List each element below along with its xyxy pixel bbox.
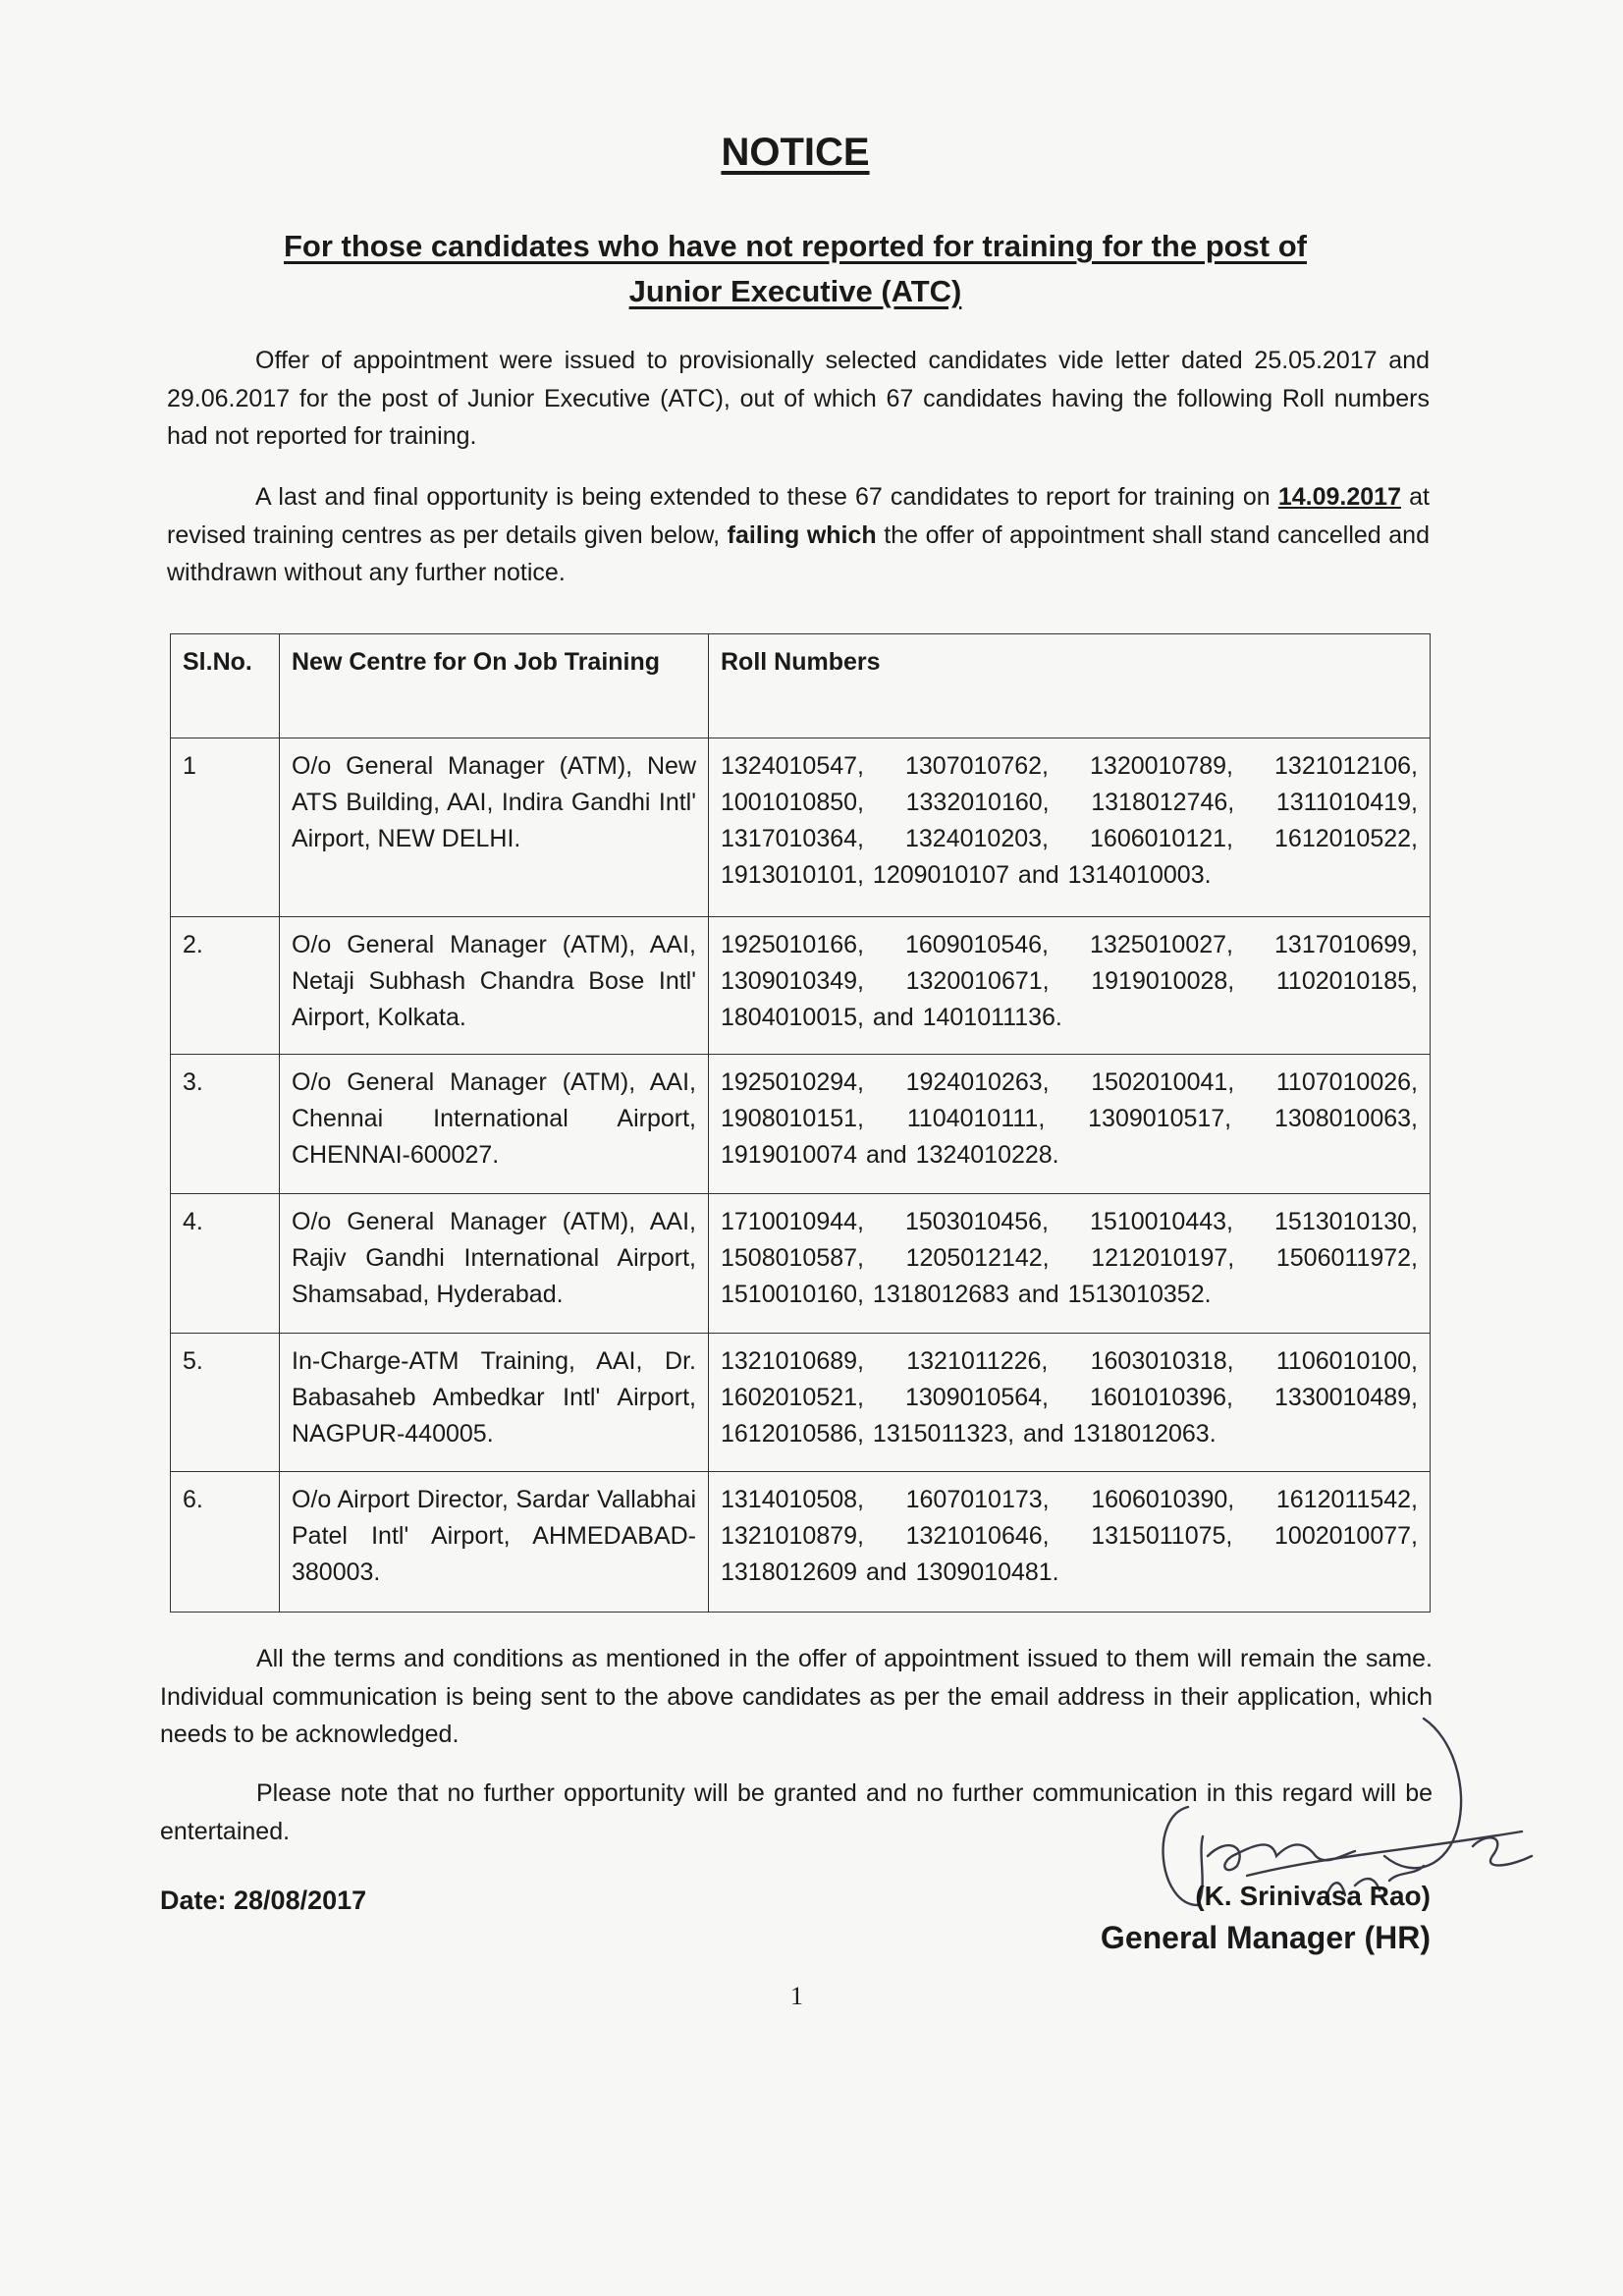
row-centre: O/o Airport Director, Sardar Vallabhai Patel Intl' Airport, AHMEDABAD-380003.	[280, 1472, 709, 1613]
final-opportunity-text: A last and final opportunity is being extended to these 67 candidates to report for training on	[255, 483, 1271, 511]
notice-subtitle	[226, 224, 1365, 314]
final-opportunity-text-3: the offer of appointment shall stand cancelled and withdrawn without any further notice.	[167, 520, 1430, 586]
row-sl: 6.	[171, 1472, 280, 1613]
table-row	[171, 738, 1431, 917]
row-centre: O/o General Manager (ATM), AAI, Rajiv Gandhi International Airport, Shamsabad, Hyderabad.	[280, 1194, 709, 1334]
signatory-title: General Manager (HR)	[1100, 1920, 1431, 1955]
row-sl: 3.	[171, 1055, 280, 1194]
table-row	[171, 1194, 1431, 1334]
row-sl: 4.	[171, 1194, 280, 1334]
row-sl: 1	[171, 738, 280, 917]
final-opportunity-text-2: at revised training centres as per details given below,	[167, 483, 1430, 549]
paragraph-final-opportunity	[167, 478, 1430, 592]
row-roll-numbers: 1324010547, 1307010762, 1320010789, 1321012106, 1001010850, 1332010160, 1318012746, 1311010419, 1317010364, 1324010203, 1606010121, 1612010522, 1913010101, 1209010107 and 1314010003.	[709, 738, 1431, 917]
table-row	[171, 1334, 1431, 1472]
row-roll-numbers: 1925010166, 1609010546, 1325010027, 1317010699, 1309010349, 1320010671, 1919010028, 1102010185, 1804010015, and 1401011136.	[709, 917, 1431, 1055]
table-row	[171, 917, 1431, 1055]
notice-title: NOTICE	[721, 131, 870, 174]
training-centres-table	[170, 633, 1431, 1613]
header-roll-numbers: Roll Numbers	[709, 634, 1431, 738]
reporting-date: 14.09.2017	[1277, 483, 1401, 511]
failing-which-emphasis: failing which	[727, 520, 877, 549]
table-header-row	[171, 634, 1431, 738]
subtitle-line-1: For those candidates who have not reported for training for the post of	[284, 229, 1307, 263]
row-sl: 5.	[171, 1334, 280, 1472]
paragraph-offer-issued-text: Offer of appointment were issued to provisionally selected candidates vide letter dated 25.05.2017 and 29.06.2017 for the post of Junior Executive (ATC), out of which 67 candidates having the following Roll numbers had not reported for training.	[167, 347, 1430, 450]
row-centre: In-Charge-ATM Training, AAI, Dr. Babasaheb Ambedkar Intl' Airport, NAGPUR-440005.	[280, 1334, 709, 1472]
header-sl-no: Sl.No.	[171, 634, 280, 738]
row-centre: O/o General Manager (ATM), AAI, Netaji Subhash Chandra Bose Intl' Airport, Kolkata.	[280, 917, 709, 1055]
row-roll-numbers: 1925010294, 1924010263, 1502010041, 1107010026, 1908010151, 1104010111, 1309010517, 1308010063, 1919010074 and 1324010228.	[709, 1055, 1431, 1194]
table-row	[171, 1472, 1431, 1613]
row-roll-numbers: 1314010508, 1607010173, 1606010390, 1612011542, 1321010879, 1321010646, 1315011075, 1002010077, 1318012609 and 1309010481.	[709, 1472, 1431, 1613]
row-roll-numbers: 1321010689, 1321011226, 1603010318, 1106010100, 1602010521, 1309010564, 1601010396, 1330010489, 1612010586, 1315011323, and 1318012063.	[709, 1334, 1431, 1472]
notice-date: Date: 28/08/2017	[160, 1886, 367, 1915]
row-sl: 2.	[171, 917, 280, 1055]
row-roll-numbers: 1710010944, 1503010456, 1510010443, 1513010130, 1508010587, 1205012142, 1212010197, 1506011972, 1510010160, 1318012683 and 1513010352.	[709, 1194, 1431, 1334]
signatory-name: (K. Srinivasa Rao)	[1195, 1881, 1431, 1911]
header-centre: New Centre for On Job Training	[280, 634, 709, 738]
subtitle-line-2: Junior Executive (ATC)	[628, 274, 962, 308]
row-centre: O/o General Manager (ATM), AAI, Chennai International Airport, CHENNAI-600027.	[280, 1055, 709, 1194]
no-further-opportunity-text: Please note that no further opportunity will be granted and no further communication in this regard will be entertained.	[160, 1779, 1433, 1845]
table-row	[171, 1055, 1431, 1194]
page-number: 1	[790, 1982, 803, 2010]
row-centre: O/o General Manager (ATM), New ATS Building, AAI, Indira Gandhi Intl' Airport, NEW DELHI.	[280, 738, 709, 917]
paragraph-offer-issued	[167, 342, 1430, 456]
terms-conditions-text: All the terms and conditions as mentioned in the offer of appointment issued to them will remain the same. Individual communication is being sent to the above candidates as per the email address in their application, which needs to be acknowledged.	[160, 1645, 1433, 1748]
